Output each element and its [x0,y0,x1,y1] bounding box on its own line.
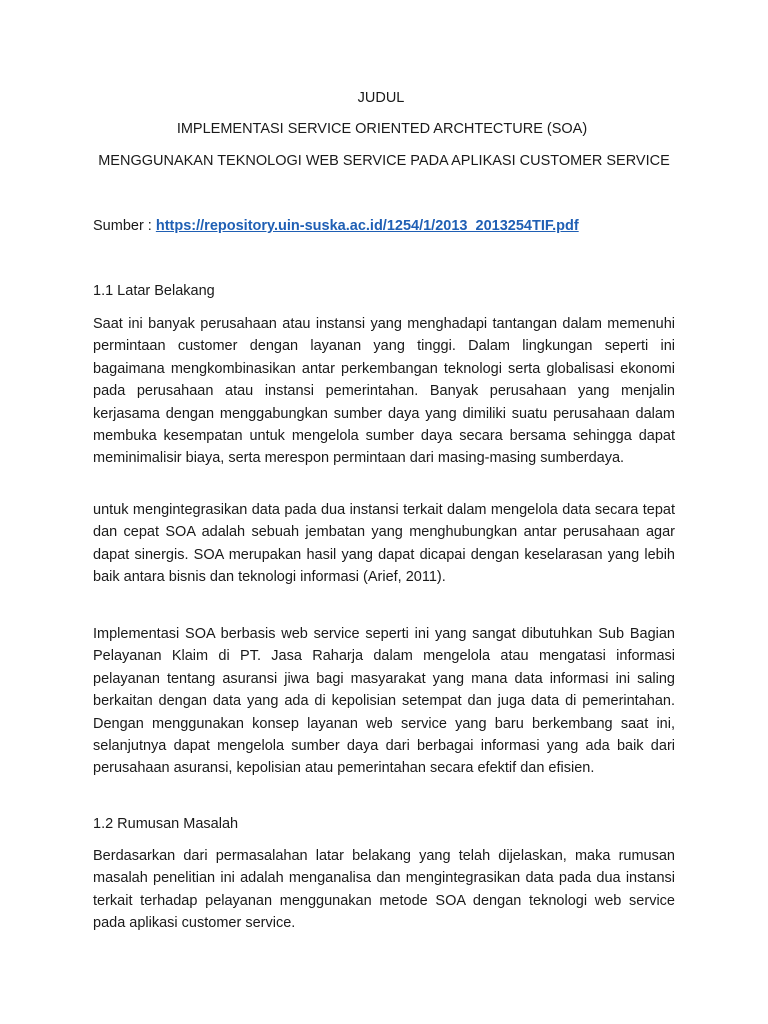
source-label: Sumber : [93,218,156,234]
title-line-2: MENGGUNAKAN TEKNOLOGI WEB SERVICE PADA APLIKASI CUSTOMER SERVICE [98,153,670,169]
title-line-1: IMPLEMENTASI SERVICE ORIENTED ARCHTECTURE (SOA) [176,121,588,137]
paragraph-4: Berdasarkan dari permasalahan latar belakang yang telah dijelaskan, maka rumusan masalah penelitian ini adalah menganalisa dan mengintegrasikan data pada dua instansi terkait terhadap pelayanan menggunakan metode SOA dengan teknologi web service pada aplikasi customer service. [93,848,675,932]
judul-label: JUDUL [357,90,405,106]
paragraph-3: Implementasi SOA berbasis web service seperti ini yang sangat dibutuhkan Sub Bagian Pelayanan Klaim di PT. Jasa Raharja dalam mengelola atau mengatasi informasi pelayanan tentang asuransi jiwa bagi masyarakat yang mana data informasi ini saling berkaitan dengan data yang ada di kepolisian setempat dan juga data di pemerintahan. Dengan menggunakan konsep layanan web service yang baru berkembang saat ini, selanjutnya dapat mengelola sumber daya dari berbagai informasi yang ada baik dari perusahaan asuransi, kepolisian atau pemerintahan secara efektif dan efisien. [93,626,675,777]
source-line [93,218,579,234]
section-heading-latar-belakang: 1.1 Latar Belakang [93,283,215,299]
paragraph-2: untuk mengintegrasikan data pada dua instansi terkait dalam mengelola data secara tepat dan cepat SOA adalah sebuah jembatan yang menghubungkan antar perusahaan agar dapat sinergis. SOA merupakan hasil yang dapat dicapai dengan keselarasan yang lebih baik antara bisnis dan teknologi informasi (Arief, 2011). [93,502,675,586]
paragraph-1: Saat ini banyak perusahaan atau instansi yang menghadapi tantangan dalam memenuhi permintaan customer dengan layanan yang tinggi. Dalam lingkungan seperti ini bagaimana mengkombinasikan antar perkembangan teknologi serta globalisasi ekonomi pada perusahaan atau instansi pemerintahan. Banyak perusahaan yang menjalin kerjasama dengan menggabungkan sumber daya yang dimiliki suatu perusahaan dalam membuka kesempatan untuk mengelola sumber daya secara bersama sehingga dapat meminimalisir biaya, serta merespon permintaan dari masing-masing sumberdaya. [93,316,675,467]
source-link[interactable]: https://repository.uin-suska.ac.id/1254/1/2013_2013254TIF.pdf [155,218,579,234]
section-heading-rumusan-masalah: 1.2 Rumusan Masalah [93,816,239,832]
